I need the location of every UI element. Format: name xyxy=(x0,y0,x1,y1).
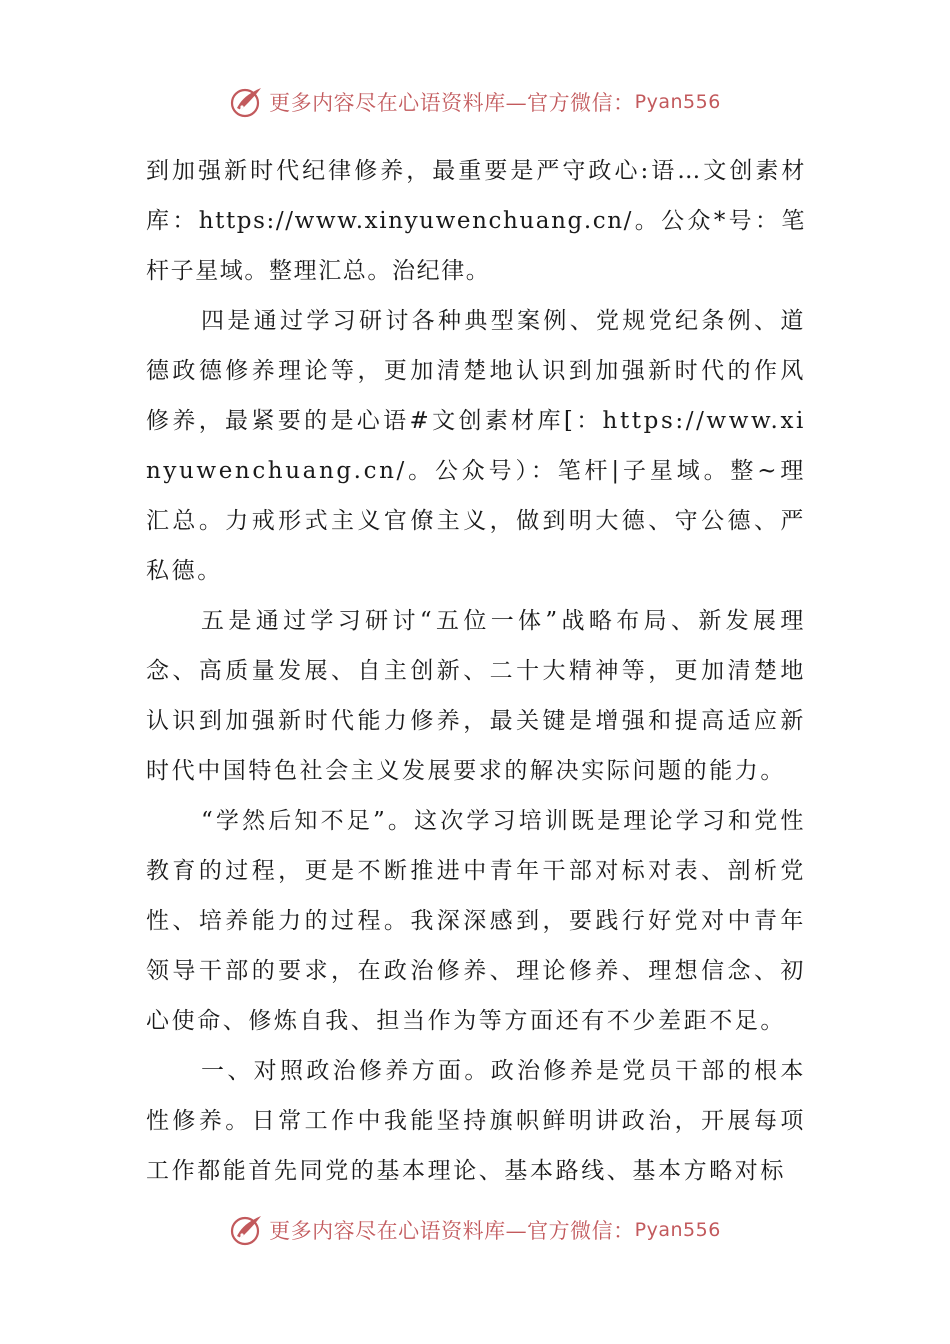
paragraph-2: 四是通过学习研讨各种典型案例、党规党纪条例、道德政德修养理论等，更加清楚地认识到加强新时代的作风修养，最紧要的是心语#文创素材库[：https://www.xinyuwenchuang.cn/。公众号）：笔杆|子星域。整~理汇总。力戒形式主义官僚主义，做到明大德、守公德、严私德。 xyxy=(146,308,806,584)
pen-nib-seal-icon xyxy=(229,84,265,120)
banner-account: Pyan556 xyxy=(634,91,721,113)
pen-nib-seal-icon xyxy=(229,1212,265,1248)
paragraph-4: “学然后知不足”。这次学习培训既是理论学习和党性教育的过程，更是不断推进中青年干部对标对表、剖析党性、培养能力的过程。我深深感到，要践行好党对中青年领导干部的要求，在政治修养、理论修养、理想信念、初心使命、修炼自我、担当作为等方面还有不少差距不足。 xyxy=(146,808,806,1034)
header-watermark-banner xyxy=(0,80,950,124)
paragraph-1: 到加强新时代纪律修养，最重要是严守政心:语…文创素材库：https://www.xinyuwenchuang.cn/。公众*号：笔杆子星域。整理汇总。治纪律。 xyxy=(146,158,806,284)
banner-text: 更多内容尽在心语资料库—官方微信： xyxy=(269,1219,635,1243)
footer-watermark-banner xyxy=(0,1208,950,1252)
document-body xyxy=(146,146,806,1196)
paragraph-5: 一、对照政治修养方面。政治修养是党员干部的根本性修养。日常工作中我能坚持旗帜鲜明讲政治，开展每项工作都能首先同党的基本理论、基本路线、基本方略对标 xyxy=(146,1058,806,1184)
paragraph-3: 五是通过学习研讨“五位一体”战略布局、新发展理念、高质量发展、自主创新、二十大精神等，更加清楚地认识到加强新时代能力修养，最关键是增强和提高适应新时代中国特色社会主义发展要求的解决实际问题的能力。 xyxy=(146,608,806,784)
banner-text: 更多内容尽在心语资料库—官方微信： xyxy=(269,91,635,115)
banner-account: Pyan556 xyxy=(634,1219,721,1241)
